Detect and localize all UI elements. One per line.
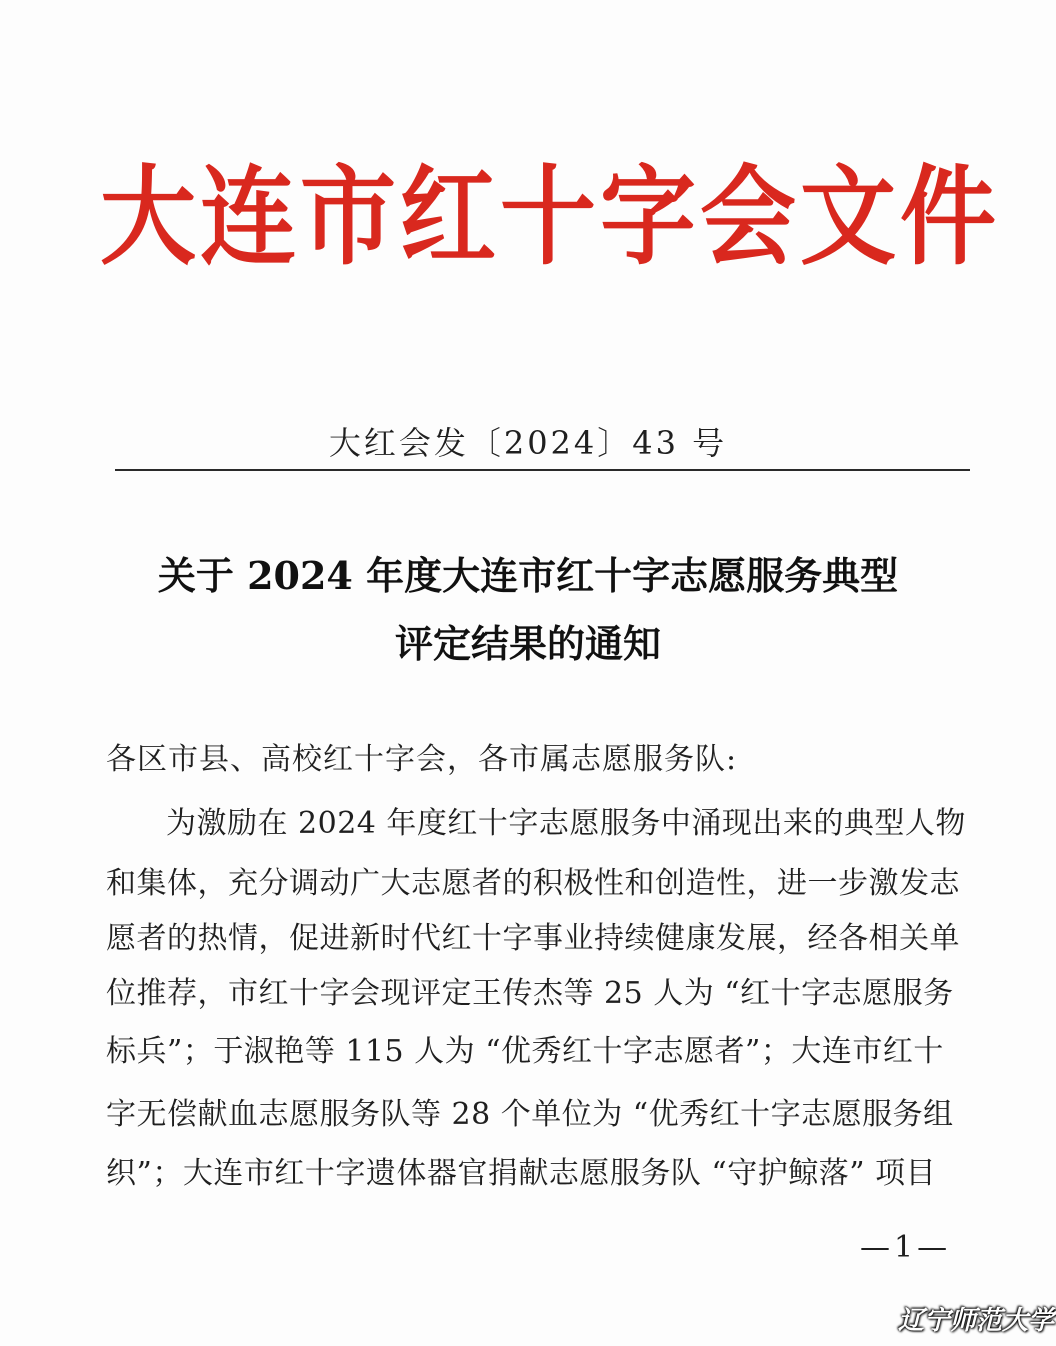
document-number: 大红会发〔2024〕43 号	[328, 424, 728, 462]
body-line: 织”；大连市红十字遗体器官捐献志愿服务队 “守护鲸落” 项目	[106, 1156, 937, 1191]
body-line: 愿者的热情，促进新时代红十字事业持续健康发展，经各相关单	[106, 921, 960, 956]
masthead-title: 大连市红十字会文件	[100, 153, 1000, 280]
body-line: 标兵”；于淑艳等 115 人为 “优秀红十字志愿者”；大连市红十	[106, 1034, 944, 1069]
page-number: —1—	[860, 1230, 952, 1265]
salutation: 各区市县、高校红十字会，各市属志愿服务队:	[106, 742, 738, 777]
body-line: 为激励在 2024 年度红十字志愿服务中涌现出来的典型人物	[166, 806, 966, 841]
body-line: 和集体，充分调动广大志愿者的积极性和创造性，进一步激发志	[106, 866, 960, 901]
notice-title-line-2: 评定结果的通知	[394, 621, 661, 666]
watermark-logo-text: 辽宁师范大学	[898, 1306, 1055, 1336]
notice-title-line-1: 关于 2024 年度大连市红十字志愿服务典型	[157, 553, 899, 598]
body-line: 位推荐，市红十字会现评定王传杰等 25 人为 “红十字志愿服务	[106, 976, 954, 1011]
body-line: 字无偿献血志愿服务队等 28 个单位为 “优秀红十字志愿服务组	[106, 1097, 954, 1132]
header-divider	[115, 469, 970, 471]
